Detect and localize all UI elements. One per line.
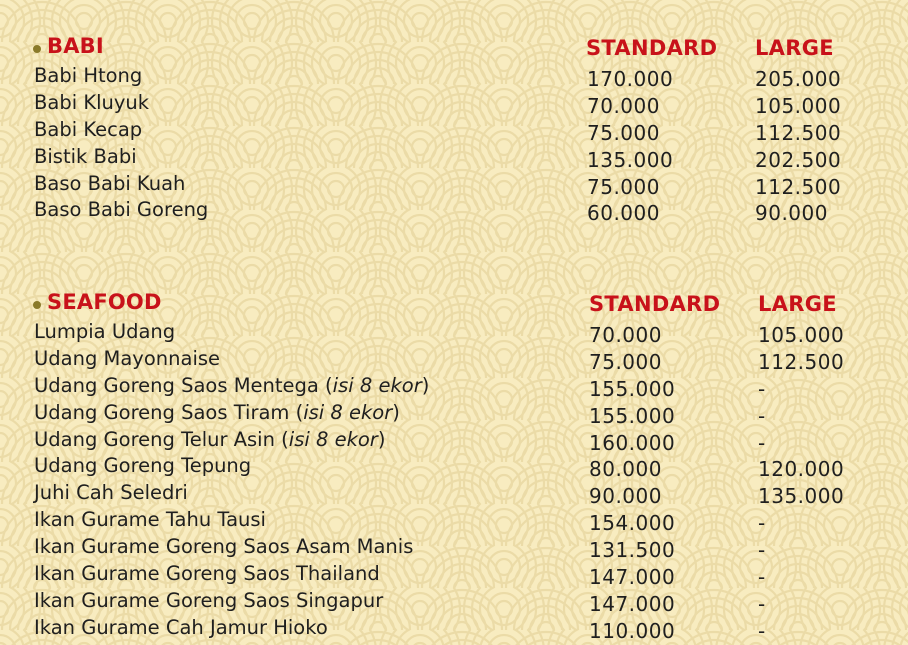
price-large: 112.500: [758, 349, 845, 374]
section-header: [0, 290, 908, 320]
price-standard: 147.000: [589, 591, 676, 616]
menu-item-row: [0, 401, 908, 428]
item-name-text: Baso Babi Goreng: [34, 198, 209, 222]
price-standard: 70.000: [587, 93, 660, 118]
menu-item-row: [0, 145, 908, 172]
item-name: [34, 320, 175, 343]
item-name-text: Juhi Cah Seledri: [34, 481, 188, 505]
price-standard: 80.000: [589, 457, 662, 482]
price-large: 112.500: [755, 120, 842, 145]
price-large: 112.500: [755, 174, 842, 199]
item-note: isi 8 ekor: [303, 400, 393, 424]
item-name-text: Ikan Gurame Goreng Saos Asam Manis: [34, 535, 414, 559]
price-standard: 110.000: [589, 618, 676, 643]
item-name-text: Babi Kecap: [34, 117, 143, 141]
menu-section-seafood: [0, 290, 908, 643]
item-name: [34, 64, 142, 87]
price-large: 105.000: [758, 323, 845, 347]
price-standard: 155.000: [589, 376, 676, 401]
item-name: [34, 454, 251, 477]
price-standard: 154.000: [589, 511, 676, 536]
menu-list: [0, 320, 908, 643]
price-large: 105.000: [755, 93, 842, 118]
item-name: [34, 535, 413, 558]
menu-list: [0, 64, 908, 225]
price-standard: 70.000: [589, 323, 662, 347]
item-name: [34, 91, 149, 114]
price-standard: 170.000: [587, 67, 674, 91]
item-name: [34, 428, 385, 451]
item-name-text: Lumpia Udang: [34, 320, 176, 343]
price-large: -: [758, 403, 766, 428]
item-name-text: Bistik Babi: [34, 144, 137, 168]
section-header: [0, 34, 908, 64]
price-large: 120.000: [758, 457, 845, 482]
menu-item-row: [0, 589, 908, 616]
item-name-suffix: ): [377, 427, 386, 451]
column-header-standard: STANDARD: [586, 36, 718, 60]
category-title: BABI: [47, 34, 104, 58]
item-name-text: Ikan Gurame Tahu Tausi: [34, 508, 266, 532]
menu-item-row: [0, 562, 908, 589]
price-standard: 75.000: [589, 349, 662, 374]
item-name-text: Babi Kluyuk: [34, 90, 150, 114]
item-name: [34, 374, 429, 397]
item-name: [34, 562, 380, 585]
menu-section-babi: [0, 34, 908, 225]
menu-item-row: [0, 91, 908, 118]
price-large: 202.500: [755, 147, 842, 172]
item-name: [34, 118, 142, 141]
price-large: 205.000: [755, 67, 842, 91]
menu-item-row: [0, 374, 908, 401]
item-name: [34, 616, 328, 639]
price-standard: 135.000: [587, 147, 674, 172]
category-title: SEAFOOD: [47, 290, 162, 314]
price-large: 90.000: [755, 201, 828, 226]
price-large: -: [758, 565, 766, 590]
item-name: [34, 145, 137, 168]
menu-item-row: [0, 198, 908, 225]
item-name: [34, 401, 400, 424]
price-standard: 131.500: [589, 538, 676, 563]
item-name-suffix: ): [392, 400, 400, 424]
menu-item-row: [0, 535, 908, 562]
item-name: [34, 589, 383, 612]
item-note: isi 8 ekor: [288, 427, 378, 451]
price-standard: 90.000: [589, 484, 662, 509]
item-name: [34, 347, 220, 370]
price-standard: 75.000: [587, 174, 660, 199]
item-note: isi 8 ekor: [332, 373, 422, 397]
price-standard: 75.000: [587, 120, 660, 145]
menu-item-row: [0, 118, 908, 145]
price-large: 135.000: [758, 484, 845, 509]
price-standard: 147.000: [589, 565, 676, 590]
menu-item-row: [0, 347, 908, 374]
column-header-standard: STANDARD: [589, 292, 721, 316]
price-standard: 60.000: [587, 201, 660, 226]
price-large: -: [758, 591, 766, 616]
menu-item-row: [0, 508, 908, 535]
item-name-text: Udang Goreng Saos Tiram (: [34, 400, 304, 424]
item-name-text: Ikan Gurame Cah Jamur Hioko: [34, 615, 328, 639]
item-name-text: Baso Babi Kuah: [34, 171, 186, 195]
price-standard: 160.000: [589, 430, 676, 455]
price-standard: 155.000: [589, 403, 676, 428]
price-large: -: [758, 376, 766, 401]
item-name-text: Udang Mayonnaise: [34, 346, 221, 370]
price-large: -: [758, 618, 766, 643]
price-large: -: [758, 511, 766, 536]
item-name: [34, 172, 185, 195]
item-name-text: Ikan Gurame Goreng Saos Singapur: [34, 588, 384, 612]
price-large: -: [758, 430, 766, 455]
bullet-icon: [33, 45, 41, 53]
menu-item-row: [0, 454, 908, 481]
item-name: [34, 508, 266, 531]
item-name-text: Udang Goreng Tepung: [34, 454, 252, 478]
menu-item-row: [0, 320, 908, 347]
item-name: [34, 481, 188, 504]
menu-item-row: [0, 616, 908, 643]
menu-item-row: [0, 64, 908, 91]
item-name: [34, 198, 208, 221]
bullet-icon: [33, 301, 41, 309]
item-name-suffix: ): [421, 373, 430, 397]
item-name-text: Udang Goreng Saos Mentega (: [34, 373, 333, 397]
menu-item-row: [0, 481, 908, 508]
column-header-large: LARGE: [758, 292, 837, 316]
price-large: -: [758, 538, 766, 563]
item-name-text: Ikan Gurame Goreng Saos Thailand: [34, 562, 380, 586]
item-name-text: Babi Htong: [34, 64, 143, 87]
item-name-text: Udang Goreng Telur Asin (: [34, 427, 289, 451]
column-header-large: LARGE: [755, 36, 834, 60]
menu-item-row: [0, 428, 908, 455]
menu-item-row: [0, 172, 908, 199]
